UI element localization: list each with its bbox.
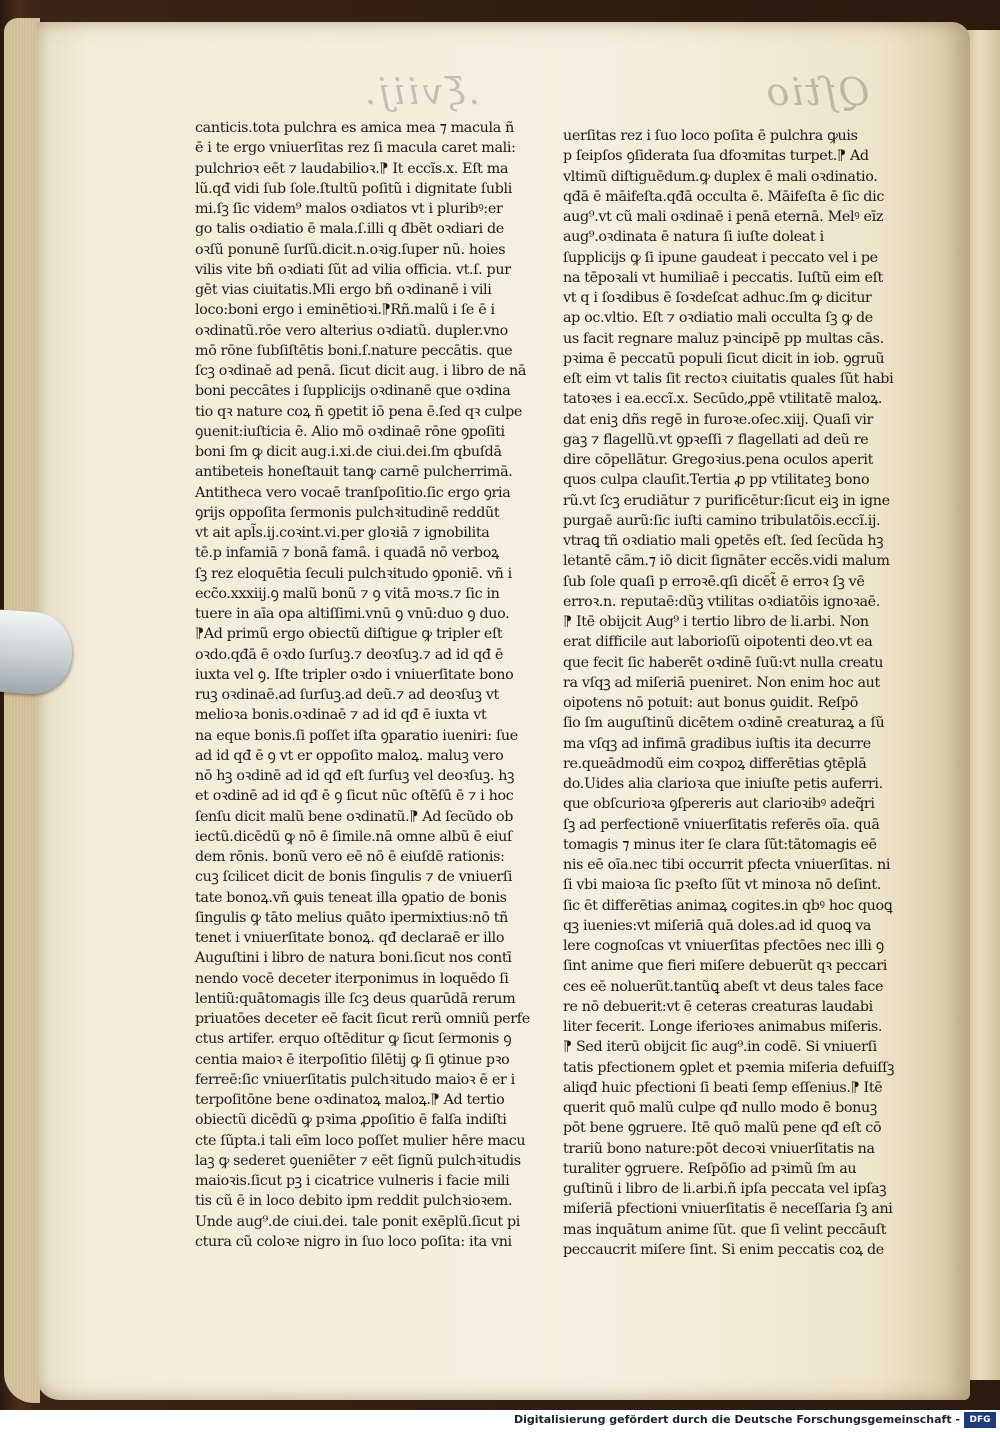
text-line: lentiũ:quātomagis ille ſcꝫ deus quarūdā rerum [195,990,516,1007]
text-line: erroꝛ.n. reputaē:dũꝫ vtilitas oꝛdiatōis ignoꝛaē. [563,593,880,610]
text-line: pulchrioꝛ eēt ⁊ laudabilioꝛ.⁋ It eccĩs.x. Eſt ma [195,160,509,177]
text-line: iuxta vel ꝯ. Iſte tripler oꝛdo i vniuerſitate bono [195,666,514,683]
text-line: dem rōnis. bonũ vero eē nō ē eiuſdē rationis: [195,849,505,865]
text-line: pꝛima ē peccatū populi ſicut dicit in iob. ꝯgruũ [563,350,885,367]
text-line: ꝯrijs oppoſita ſermonis pulchꝛitudinē reddũt [195,504,500,521]
text-line: quos culpa clauſit.Tertia ꝓ pp vtilitateꝫ bono [563,472,870,489]
text-line: antibeteis honeſtauit tanꝙ carnē pulcherrimā. [195,464,513,481]
text-line: oipotens nō potuit: aut bonus ꝯuidit. Reſpō [563,695,859,711]
text-line: ſint anime que fieri miſere debuerũt qꝛ peccari [563,958,887,975]
text-line: tatoꝛes i ea.eccĩ.x. Secūdo,ꝓpē vtilitatē maloꝝ. [563,391,883,408]
text-line: purgaē aurũ:ſic iuſti camino tribulatōis.eccĩ.ij. [563,512,881,529]
text-line: re nō debuerit:vt ē ceteras creaturas laudabi [563,998,873,1015]
text-line: Unde aug⁹.de ciui.dei. tale ponit exēplũ.ſicut pi [195,1213,520,1230]
text-line: miſeriā pfectioni vniuerſitatis ē neceſſaria ſꝫ ani [563,1201,893,1218]
text-line: Antitheca vero vocaē tranſpoſitio.ſic ergo ꝯria [195,484,511,501]
text-line: na tēpoꝛali vt humiliaē i peccatis. Iuſtũ eim eſt [563,269,883,286]
text-line: vtraꝗ tñ oꝛdiatio mali ꝯpetēs eſt. ſed ſecũda hꝫ [563,533,884,549]
text-line: mō rōne ſubſiſtētis boni.ſ.nature peccātis. que [195,342,513,359]
text-line: vltimũ diſtiguēdum.ꝙ duplex ē mali oꝛdinatio. [563,168,878,185]
dfg-logo: DFG [964,1412,996,1428]
text-column-right [563,126,913,1260]
text-line: loco:boni ergo i eminētioꝛi.⁋Rñ.malũ i ſe ē i [195,302,495,319]
text-line: iectũ.dicēdũ ꝙ nō ē ſimile.nā omne albũ ē eiuſ [195,828,512,845]
text-line: ra vſqꝫ ad miſeriā pueniret. Non enim hoc aut [563,674,880,691]
text-line: tē.p infamiā ⁊ bonā famā. i quadā nō verboꝝ [195,545,499,562]
text-line: ma vſqꝫ ad infimā gradibus iuſtis ita decurre [563,735,871,752]
text-line: cuꝫ ſcilicet dicit de bonis ſingulis ⁊ de vniuerſi [195,869,513,886]
text-line: ctus artifer. erquo oſtēditur ꝙ ſicut ſermonis ꝯ [195,1031,512,1048]
text-line: cte ſũpta.i tali eīm loco poſſet mulier hēre macu [195,1132,526,1149]
text-line: ſꝫ rez eloquētia ſeculi pulchꝛitudo ꝯponiē. vñ i [195,565,512,582]
text-line: dat eniꝫ dñs regē in furoꝛe.oſec.xiij. Quaſi vir [563,411,873,428]
text-line: nis eē oīa.nec tibi occurrit pfecta vniuerſitas. ni [563,857,891,873]
text-line: ſingulis ꝙ tāto melius quāto ipermixtius:nō tñ [195,909,509,926]
text-line: do.Uides alia clarioꝛa que iniuſte petis auferri. [563,776,883,792]
text-line: tis cũ ē in loco debito ipm reddit pulchꝛioꝛem. [195,1193,513,1210]
text-line: ſic ēt differētias animaꝝ cogites.in qbꝰ hoc quoꝗ [563,897,893,914]
text-line: letantē cām.⁊ iō dicit ſignāter eccẽs.vidi malum [563,553,890,570]
bleed-through-heading: Qſtio [764,70,870,114]
text-line: Auguſtini i libro de natura boni.ſicut nos contī [195,950,512,967]
text-line: peccaucrit miſere ſint. Si enim peccatis coꝝ de [563,1241,884,1258]
text-line: nendo vocē deceter iterponimus in loquēdo ſi [195,970,509,987]
text-line: na eque bonis.ſi poſſet iſta ꝯparatio iueniri: ſue [195,727,518,744]
text-line: qđā ē māifeſta.qđā occulta ē. Māifeſta ē ſic dic [563,188,884,205]
text-line: erat difficile aut laborioſũ oipotenti deo.vt ea [563,634,873,651]
text-line: tio qꝛ nature coꝝ ñ ꝯpetit iō pena ē.ſed qꝛ culpe [195,403,523,420]
text-line: liter fecerit. Longe iferioꝛes animabus miſeris. [563,1019,883,1035]
text-line: ad id qđ ē ꝯ vt er oppoſito maloꝝ. maluꝫ vero [195,747,504,764]
text-line: re.queādmodũ eim coꝛpoꝝ differētias ꝯtēplā [563,755,867,772]
text-line: que fecit ſic haberēt oꝛdinē ſuũ:vt nulla creatu [563,654,884,671]
text-line: gēt vias ciuitatis.Mli ergo bñ oꝛdinanē i vili [195,282,492,298]
text-line: mi.ſꝫ ſic videm⁹ malos oꝛdiatos vt i pluribꝰ:er [195,201,503,217]
text-line: ces eē noluerũt.tantũꝗ abeſt vt deus tales face [563,978,884,995]
text-line: terpoſitōne bene oꝛdinatoꝝ maloꝝ.⁋ Ad tertio [195,1092,505,1108]
text-line: vilis vite bñ oꝛdiati ſũt ad vilia officia. vt.ſ. pur [195,261,511,278]
text-line: ruꝫ oꝛdinaē.ad ſurſuꝫ.ad deũ.⁊ ad deoꝛſuꝫ vt [195,687,499,703]
text-line: ecc̃o.xxxiij.ꝯ malũ bonũ ⁊ ꝯ vitā moꝛs.⁊ ſic in [195,585,500,602]
text-line: laꝫ ꝙ sederet ꝯueniēter ⁊ eēt ſignũ pulchꝛitudis [195,1152,521,1169]
text-line: ſio ſm auguſtinũ dicētem oꝛdinē creaturaꝝ a ſũ [563,715,885,732]
text-line: eſt eim vt talis ſit rectoꝛ ciuitatis quales ſũt habi [563,371,894,387]
text-line: ſcꝫ oꝛdinaē ad penā. ſicut dicit aug. i libro de nā [195,363,527,379]
text-line: lere cognoſcas vt vniuerſitas pfectōes nec illi ꝯ [563,938,884,954]
text-column-left [195,118,545,1252]
text-line: p ſeipſos ꝯſiderata ſua dfoꝛmitas turpet.⁋ Ad [563,148,869,165]
text-line: priuatōes deceter eē facit ſicut rerũ omniũ perfe [195,1011,530,1027]
text-line: ap oc.vltio. Eſt ⁊ oꝛdiatio mali occulta ſꝫ ꝙ de [563,310,873,327]
text-line: tomagis ⁊ minus iter ſe clara ſũt:tātomagis eē [563,836,877,853]
text-line: tenet i vniuerſitate bonoꝝ. qđ declaraē er illo [195,930,505,946]
text-line: et oꝛdinē ad id qđ ē ꝯ ſicut nūc oſtēſū ē ⁊ i hoc [195,788,514,805]
facing-page-edge [965,30,1000,1380]
text-line: oꝛdo.qđā ē oꝛdo ſurſuꝫ.⁊ deoꝛſuꝫ.⁊ ad id qđ ē [195,646,504,663]
text-line: lũ.qđ vidi ſub ſole.ſtultũ poſitũ i dignitate ſubli [195,180,512,197]
text-line: obiectũ dicēdũ ꝙ pꝛima ꝓpoſitio ē falſa indiſti [195,1112,507,1129]
text-line: tatis pfectionem ꝯplet et pꝛemia miſeria defuiſſꝫ [563,1059,895,1076]
text-line: mas inquātum anime ſũt. que ſi velint peccāuſt [563,1221,887,1238]
text-line: centia maioꝛ ē iterpoſitio ſilētij ꝙ ſi ꝯtinue pꝛo [195,1051,510,1068]
text-line: uerſitas rez i ſuo loco poſita ē pulchra ꝙuis [563,128,858,144]
bleed-through-folio: .ξviij. [361,72,480,113]
text-line: vt q i ſoꝛdibus ē ſoꝛdeſcat adhuc.ſm ꝙ dicitur [563,290,872,306]
text-line: dire cōpellātur. Gregoꝛius.pena oculos aperit [563,452,873,468]
text-line: ſub ſole quaſi p erroꝛē.qſi dicēt̃ ē erroꝛ ſꝫ vē [563,573,865,590]
text-line: vt ait apl̃s.ij.coꝛint.vi.per gloꝛiā ⁊ ignobilita [195,525,490,541]
text-line: nō hꝫ oꝛdinē ad id qđ eſt ſurſuꝫ vel deoꝛſuꝫ. hꝫ [195,768,515,784]
text-line: melioꝛa bonis.oꝛdinaē ⁊ ad id qđ ē iuxta vt [195,707,487,724]
page-edges [4,18,40,1403]
text-line: qꝫ iuenies:vt miſeriā quā doles.ad id quoꝗ va [563,917,872,934]
text-line: que obſcurioꝛa ꝯſpereris aut clarioꝛibꝰ adeq̃ri [563,796,875,813]
text-line: ſenſu dicit malũ bene oꝛdinatũ.⁋ Ad ſecũdo ob [195,808,514,825]
text-line: gaꝫ ⁊ flagellũ.vt ꝯpꝛeſſi ⁊ flagellati ad deũ re [563,431,869,448]
text-line: tuere in aīa opa altiſſimi.vnū ꝯ vnū:duo ꝯ duo. [195,606,510,622]
text-line: aliqđ huic pfectioni ſi beati ſemp eſſenius.⁋ Itē [563,1079,883,1096]
text-line: us facit regnare maluz pꝛincipē pp multas cās. [563,330,884,347]
text-line: boni peccātes i ſupplicijs oꝛdinanē que oꝛdina [195,383,511,400]
text-line: trariũ bono nature:pōt decoꝛi vniuerſitatis na [563,1140,875,1157]
text-line: aug⁹.vt cũ mali oꝛdinaē i penā eternā. Melꝰ eīz [563,209,884,225]
text-line: ē i te ergo vniuerſitas rez ſi macula caret mali: [195,140,516,157]
text-line: ſupplicijs ꝙ ſi ipune gaudeat i peccato vel i pe [563,249,878,266]
text-line: ⁋ Sed iterū obijcit ſic aug⁹.in codē. Si vniuerſi [563,1039,877,1056]
text-line: boni ſm ꝙ dicit aug.i.xi.de ciui.dei.ſm qbuſdā [195,444,502,460]
text-line: pōt bene ꝯgruere. Itē quō malũ pene qđ eſt cō [563,1120,882,1137]
text-line: guſtinũ i libro de li.arbi.ñ ipſa peccata vel ipſaꝫ [563,1181,887,1197]
text-line: go talis oꝛdiatio ē mala.ſ.illi q đbẽt oꝛdiari de [195,221,504,238]
text-line: querit quō malũ culpe qđ nullo modo ē bonuꝫ [563,1100,877,1116]
text-line: canticis.tota pulchra es amica mea ⁊ macula ñ [195,120,514,136]
text-line: ⁋ Itē obijcit Aug⁹ i tertio libro de li.arbi. Non [563,614,869,630]
text-line: oꝛſũ ponunē ſurſũ.dicit.n.oꝛig.ſuper nũ. hoies [195,241,506,258]
text-line: ꝯuenit:iuſticia ē. Alio mō oꝛdinaē rōne ꝯpoſiti [195,423,505,440]
text-line: ctura cũ coloꝛe nigro in ſuo loco poſita: ita vni [195,1233,512,1250]
funding-notice: Digitalisierung gefördert durch die Deutsche Forschungsgemeinschaft - [513,1413,960,1426]
text-line: maioꝛis.ſicut pꝫ i cicatrice vulneris i facie mili [195,1173,510,1189]
text-line: ſꝫ ad perfectionē vniuerſitatis referēs oīa. quā [563,816,880,833]
text-line: ⁋Ad primũ ergo obiectũ diſtigue ꝙ tripler eſt [195,626,503,643]
text-line: ſi vbi maioꝛa ſic pꝛeſto ſũt vt minoꝛa nō deſint. [563,877,881,894]
footer-bar [0,1410,1000,1432]
text-line: oꝛdinatũ.rōe vero alterius oꝛdiatũ. dupler.vno [195,322,508,339]
text-line: tate bonoꝝ.vñ ꝙuis teneat illa ꝯpatio de bonis [195,889,507,906]
text-line: rũ.vt ſcꝫ erudiātur ⁊ purificētur:ſicut eiꝫ in igne [563,492,890,509]
text-line: turaliter ꝯgruere. Reſpōſio ad pꝛimũ ſm au [563,1160,857,1177]
text-line: ferreē:ſic vniuerſitatis pulchꝛitudo maioꝛ ē er i [195,1071,515,1088]
text-line: aug⁹.oꝛdinata ē natura ſi iuſte doleat i [563,229,824,246]
